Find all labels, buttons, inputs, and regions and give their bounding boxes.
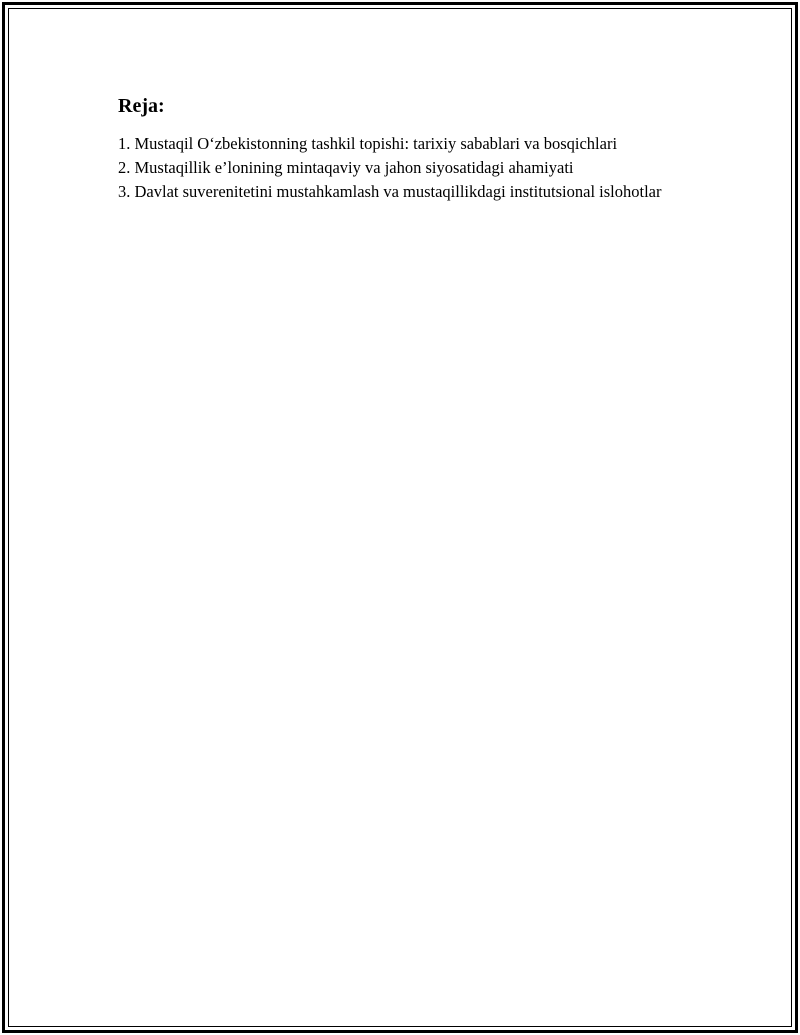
plan-item-3: 3. Davlat suverenitetini mustahkamlash va mustaqillikdagi institutsional islohotlar xyxy=(118,182,662,201)
plan-item-1: 1. Mustaqil O‘zbekistonning tashkil topishi: tarixiy sabablari va bosqichlari xyxy=(118,134,618,153)
plan-list xyxy=(118,132,683,204)
plan-heading: Reja: xyxy=(118,95,165,117)
page-content xyxy=(118,94,683,204)
plan-item-2: 2. Mustaqillik e’lonining mintaqaviy va jahon siyosatidagi ahamiyati xyxy=(118,158,574,177)
